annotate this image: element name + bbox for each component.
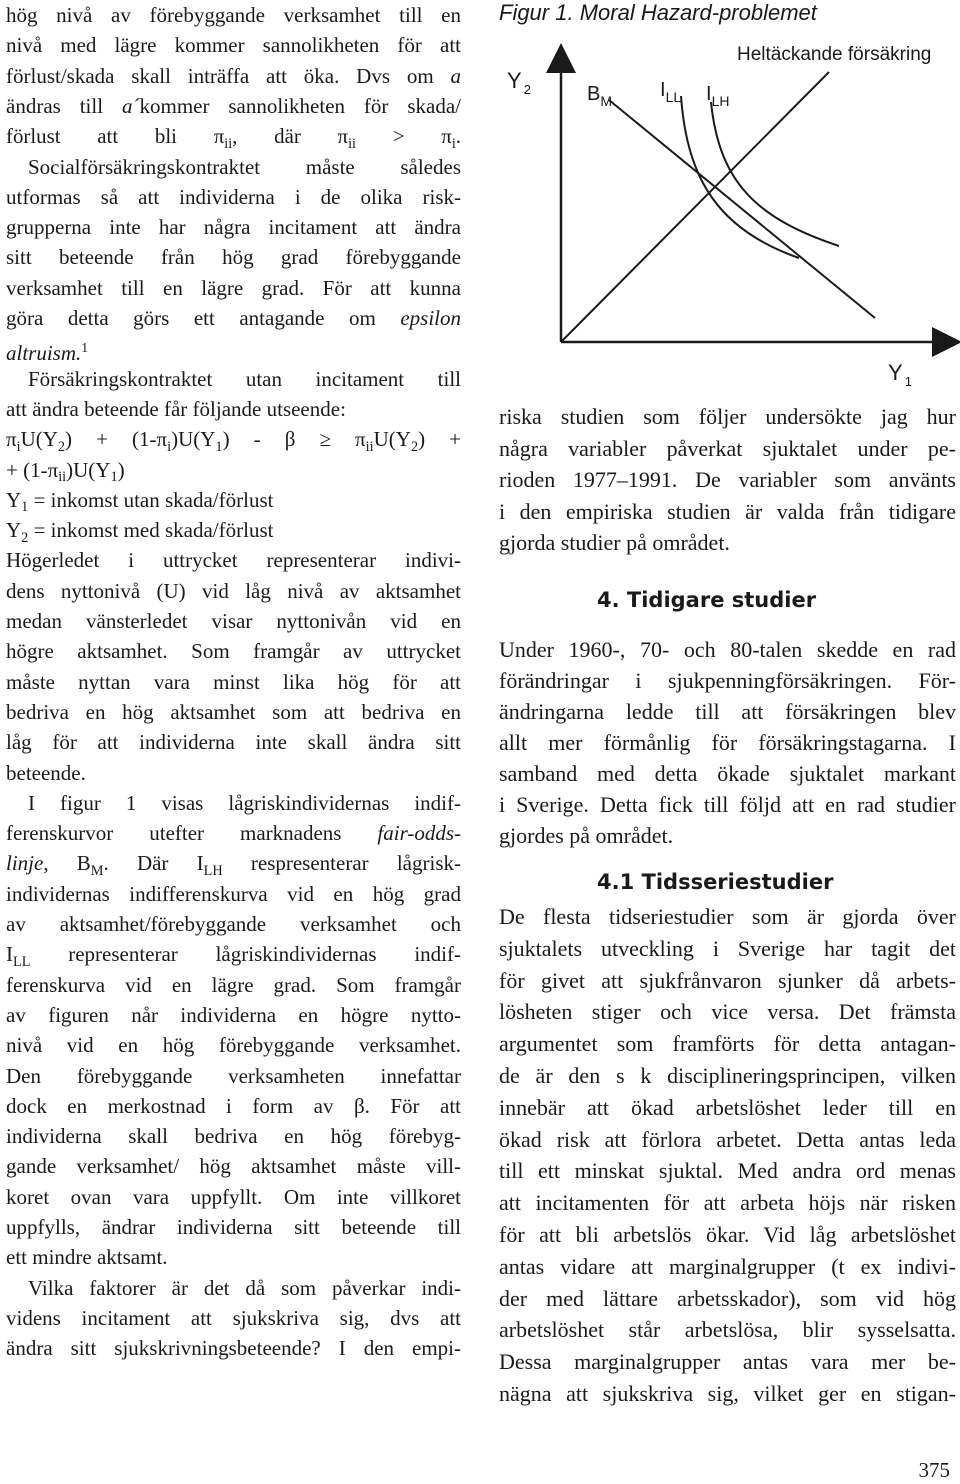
text-run: bedriva en hög aktsamhet som att bedriva en [6, 699, 461, 724]
text-line [6, 273, 461, 303]
text-line [499, 697, 956, 727]
italic-run: epsilon [400, 306, 461, 330]
text-line [6, 818, 461, 848]
text-run: av figuren når individerna en högre nytto- [6, 1002, 461, 1027]
text-run: nägna att sjukskriva sig, vilket ger en stigan- [499, 1381, 956, 1406]
text-run: Den förebyggande verksamheten innefattar [6, 1063, 461, 1088]
text-run: allt mer förmånlig för försäkringstagarna. I [499, 730, 956, 755]
footnote-marker: 1 [81, 340, 89, 356]
subscript: LL [13, 953, 31, 970]
text-line [6, 242, 461, 272]
text-run: ändras till [6, 93, 122, 118]
subscript: 1 [21, 499, 29, 516]
text-run: Vilka faktorer är det då som påverkar indi- [28, 1275, 461, 1300]
text-run: ) - β ≥ π [222, 427, 366, 452]
text-line [499, 1156, 956, 1186]
italic-run: altruism. [6, 341, 82, 366]
text-run: koret ovan vara uppfyllt. Om inte villkoret [6, 1184, 461, 1209]
text-run: . Där I [103, 851, 204, 876]
text-line [6, 939, 461, 969]
text-run: dock en merkostnad i form av β. För att [6, 1093, 461, 1118]
text-run: högre aktsamhet. Som framgår av uttrycket [6, 639, 461, 664]
text-line [6, 1151, 461, 1181]
text-line [499, 902, 956, 932]
text-run: individerna skall bedriva en hög förebyg- [6, 1124, 461, 1149]
text-line [499, 1315, 956, 1345]
subscript: 2 [21, 529, 29, 546]
text-run: några variabler påverkat sjuktalet under pe- [499, 435, 956, 461]
subscript: 2 [410, 438, 419, 455]
text-run: Dessa marginalgrupper antas vara mer be- [499, 1349, 956, 1375]
text-run: respresenterar lågrisk- [222, 851, 461, 876]
text-line [499, 934, 956, 964]
text-run: U(Y [373, 427, 411, 452]
text-run: att ändra beteende får följande utseende: [6, 396, 346, 421]
text-run: der med lättare arbetsskador), som vid hög [499, 1285, 956, 1311]
text-run: kommer sannolikheten för skada/ [139, 93, 461, 118]
text-run: till ett minskat sjuktal. Med andra ord menas [499, 1158, 956, 1184]
text-line [6, 606, 461, 636]
text-line [6, 485, 461, 515]
label-y2: Y $_2$ [507, 68, 531, 97]
text-run: Högerledet i uttrycket representerar indivi- [6, 548, 461, 573]
subscript: ii [348, 135, 356, 152]
text-run: ferenskurvor utefter marknadens [6, 821, 378, 846]
text-run: i Sverige. Detta fick till följd att en rad studier [499, 792, 956, 817]
text-line [499, 821, 956, 851]
text-line [6, 91, 461, 121]
text-line [499, 1347, 956, 1377]
text-run: låg för att individerna inte skall ändra sitt [6, 730, 461, 755]
text-run: arbetslöshet står arbetslösa, blir sysselsatta. [499, 1317, 956, 1343]
subscript: i [16, 438, 21, 455]
text-line [499, 966, 956, 996]
text-run: göra detta görs ett antagande om [6, 306, 401, 330]
text-line [6, 1273, 461, 1303]
text-line [499, 790, 956, 820]
text-run: måste nyttan vara minst lika hög för att [6, 669, 461, 694]
text-line [6, 1333, 461, 1363]
text-run: i den empiriska studien är valda från tidigare [499, 498, 956, 524]
text-line [6, 182, 461, 212]
text-run: I figur 1 visas lågriskindividernas indif- [28, 790, 461, 815]
subscript: ii [58, 469, 67, 486]
text-run: ändra sitt sjukskrivningsbeteende? I den empi- [6, 1336, 461, 1361]
fair-odds-line-bm [609, 100, 875, 318]
text-line [499, 1188, 956, 1218]
text-run: ) + [418, 427, 461, 452]
text-line [6, 636, 461, 666]
text-run: hög nivå av förebyggande verksamhet till en [6, 3, 461, 27]
text-run: + (1-π [6, 457, 59, 482]
text-run: innebär att ökad arbetslöshet leder till en [499, 1094, 956, 1120]
text-run: nivå med lägre kommer sannolikheten för att [6, 33, 461, 58]
text-run: av aktsamhet/förebyggande verksamhet och [6, 912, 461, 936]
italic-run: fair-odds- [377, 821, 461, 846]
text-run: gjorda studier på området. [499, 530, 730, 555]
text-run: U(Y [20, 427, 58, 452]
text-run: förlust/skada skall inträffa att öka. Dvs om [6, 63, 451, 88]
text-run: för att bli arbetslös ökar. Vid låg arbetslöshet [499, 1222, 956, 1247]
text-line [6, 1030, 461, 1060]
subscript: 2 [57, 438, 66, 455]
subscript: 1 [110, 469, 118, 486]
italic-run: linje [6, 851, 44, 876]
label-bm: $B_M$ [587, 83, 613, 109]
text-run: för givet att sjukfrånvaron sjunker då arbets- [499, 967, 956, 993]
text-run: Socialförsäkringskontraktet måste således [28, 154, 461, 179]
italic-run: a´ [121, 93, 140, 118]
text-line [499, 528, 956, 558]
text-line [6, 545, 461, 575]
text-run: representerar lågriskindividernas indif- [30, 942, 461, 967]
figure-moral-hazard [499, 30, 960, 402]
text-run: = inkomst utan skada/förlust [28, 487, 274, 512]
text-run: , där π [232, 124, 349, 149]
text-line [6, 364, 461, 394]
text-run: verksamhet till en lägre grad. För att kunna [6, 275, 461, 300]
text-line [6, 30, 461, 60]
text-run: . [455, 124, 461, 149]
text-line [499, 728, 956, 758]
text-line [499, 1061, 956, 1091]
text-line [6, 515, 461, 545]
text-run: samband med detta ökade sjuktalet markant [499, 761, 956, 786]
text-run: π [6, 427, 17, 452]
section-heading-4: 4. Tidigare studier [597, 588, 817, 612]
text-line [499, 1093, 956, 1123]
text-line [6, 879, 461, 909]
text-run: ett mindre aktsamt. [6, 1245, 168, 1270]
text-run: nivå vid en hög förebyggande verksamhet. [6, 1033, 461, 1058]
text-run: individernas indifferenskurva vid en hög grad [6, 881, 461, 906]
text-run: att incitamenten för att arbeta höjs när risken [499, 1190, 956, 1216]
text-line [6, 909, 461, 939]
text-line [499, 1284, 956, 1314]
text-line [499, 759, 956, 789]
text-line [6, 0, 461, 30]
text-run: Y [6, 518, 22, 543]
text-run: riska studien som följer undersökte jag hur [499, 404, 956, 429]
section-heading-4-1: 4.1 Tidsseriestudier [597, 870, 834, 894]
text-line [6, 1242, 461, 1272]
text-run: argumentet som framförts för detta antagan- [499, 1031, 956, 1057]
text-line [6, 788, 461, 818]
text-line [499, 434, 956, 464]
text-line [6, 697, 461, 727]
text-run: medan vänsterledet visar nyttonivån vid en [6, 609, 461, 633]
subscript: 1 [215, 438, 223, 455]
text-run: rioden 1977–1991. De variabler som använts [499, 467, 956, 492]
text-run: lösheten stiger och vice versa. Det främsta [499, 999, 956, 1025]
text-line [499, 1029, 956, 1059]
figure-diagram [499, 30, 960, 402]
text-run: de är den s k disciplineringsprincipen, vilken [499, 1063, 956, 1088]
text-line [6, 970, 461, 1000]
text-line [6, 667, 461, 697]
text-line [499, 497, 956, 527]
text-run: uppfylls, ändrar individerna sitt beteende till [6, 1215, 461, 1239]
text-run: )U(Y [66, 457, 111, 482]
text-run: dens nyttonivå (U) vid låg nivå av aktsamhet [6, 578, 461, 603]
text-run: > π [355, 124, 452, 149]
text-line [6, 1061, 461, 1091]
italic-run: a [450, 63, 461, 88]
text-run: beteende. [6, 760, 86, 785]
indifference-curve-ilh [711, 102, 839, 246]
text-run: ) + (1-π [65, 427, 168, 452]
text-run: ändringarna ledde till att försäkringen blev [499, 699, 956, 724]
text-run: sjuktalets utveckling i Sverige har tagit det [499, 935, 956, 961]
text-line [6, 848, 461, 878]
text-line [6, 1182, 461, 1212]
text-run: I [6, 942, 13, 967]
text-line [499, 997, 956, 1027]
text-line [6, 212, 461, 242]
figure-caption: Figur 1. Moral Hazard-problemet [499, 0, 817, 25]
text-line [6, 1303, 461, 1333]
text-run: sitt beteende från hög grad förebyggande [6, 245, 461, 270]
text-run: videns incitament att sjukskriva sig, dvs att [6, 1305, 461, 1330]
subscript: i [451, 135, 456, 152]
text-line [499, 402, 956, 432]
text-line [6, 1000, 461, 1030]
text-run: grupperna inte har några incitament att ändra [6, 215, 461, 240]
text-line [6, 727, 461, 757]
text-line [6, 1212, 461, 1242]
text-line [6, 1121, 461, 1151]
label-ilh: $I_{LH}$ [706, 83, 730, 109]
text-line [499, 1379, 956, 1409]
text-line [6, 1091, 461, 1121]
text-line [6, 394, 461, 424]
text-run: ) [117, 457, 125, 482]
text-line [6, 121, 461, 151]
text-line [499, 1220, 956, 1250]
text-run: )U(Y [171, 427, 216, 452]
text-line [499, 465, 956, 495]
text-run: , B [43, 851, 91, 876]
text-run: utformas så att individerna i de olika risk- [6, 184, 461, 209]
text-line [499, 1252, 956, 1282]
subscript: ii [224, 135, 233, 152]
text-line [499, 635, 956, 665]
text-line [6, 303, 461, 333]
label-full-coverage: Heltäckande försäkring [737, 44, 932, 65]
subscript: i [167, 438, 172, 455]
text-line [499, 666, 956, 696]
label-y1: Y $_1$ [888, 360, 912, 389]
text-run: antas vidare att marginalgrupper (t ex indivi- [499, 1253, 956, 1279]
text-run: ökad risk att förlora arbetet. Detta antas leda [499, 1126, 956, 1152]
subscript: M [90, 862, 104, 879]
text-line [6, 61, 461, 91]
text-line [6, 333, 461, 366]
page-number: 375 [918, 1458, 950, 1482]
text-line [499, 1125, 956, 1155]
full-coverage-line [561, 72, 829, 342]
text-run: Försäkringskontraktet utan incitament till [28, 366, 461, 391]
text-run: Y [6, 487, 22, 512]
text-line [6, 424, 461, 454]
subscript: ii [365, 438, 374, 455]
subscript: LH [203, 862, 223, 879]
text-run: gjordes på området. [499, 823, 674, 848]
text-run: = inkomst med skada/förlust [28, 518, 274, 543]
text-run: förlust att bli π [6, 124, 225, 149]
text-line [6, 455, 461, 485]
text-line [6, 758, 461, 788]
text-line [6, 152, 461, 182]
text-run: De flesta tidseriestudier som är gjorda över [499, 904, 956, 929]
label-ill: $I_{LL}$ [660, 79, 682, 105]
text-run: ferenskurva vid en lägre grad. Som framgår [6, 972, 461, 997]
text-run: gande verksamhet/ hög aktsamhet måste vill- [6, 1154, 461, 1179]
text-run: Under 1960-, 70- och 80-talen skedde en rad [499, 637, 956, 662]
text-run: förändringar i sjukpenningförsäkringen. För- [499, 668, 956, 693]
text-line [6, 576, 461, 606]
